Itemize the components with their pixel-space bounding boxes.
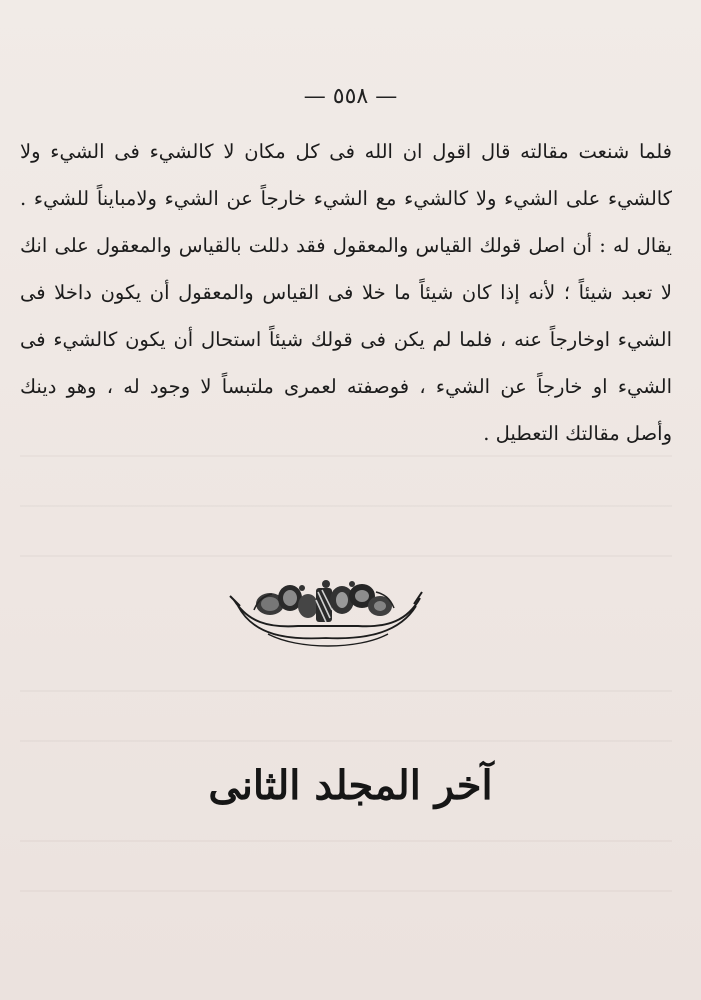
show-through-line xyxy=(20,840,672,842)
text-line: كالشيء على الشيء ولا كالشيء مع الشيء خارجاً عن الشيء ولامبايناً للشيء . xyxy=(20,187,672,210)
floral-tailpiece-ornament-icon xyxy=(228,570,424,660)
show-through-line xyxy=(20,690,672,692)
page-number: — ٥٥٨ — xyxy=(303,84,398,109)
text-line: يقال له : أن اصل قولك القياس والمعقول فقد دللت بالقياس والمعقول على انك xyxy=(20,234,672,257)
show-through-line xyxy=(20,740,672,742)
text-line: الشيء او خارجاً عن الشيء ، فوصفته لعمرى ملتبساً لا وجود له ، وهو دينك xyxy=(20,375,672,398)
show-through-line xyxy=(20,555,672,557)
body-paragraph xyxy=(20,128,672,457)
end-of-volume-title: آخر المجلد الثانى xyxy=(208,762,493,809)
text-line: فلما شنعت مقالته قال اقول ان الله فى كل مكان لا كالشيء فى الشيء ولا xyxy=(20,140,672,163)
show-through-line xyxy=(20,505,672,507)
text-line: الشيء اوخارجاً عنه ، فلما لم يكن فى قولك شيئاً استحال أن يكون كالشيء فى xyxy=(20,328,672,351)
text-line: لا تعبد شيئاً ؛ لأنه إذا كان شيئاً ما خلا فى القياس والمعقول أن يكون داخلا فى xyxy=(20,281,672,304)
show-through-line xyxy=(20,890,672,892)
text-line: وأصل مقالتك التعطيل . xyxy=(483,422,672,445)
